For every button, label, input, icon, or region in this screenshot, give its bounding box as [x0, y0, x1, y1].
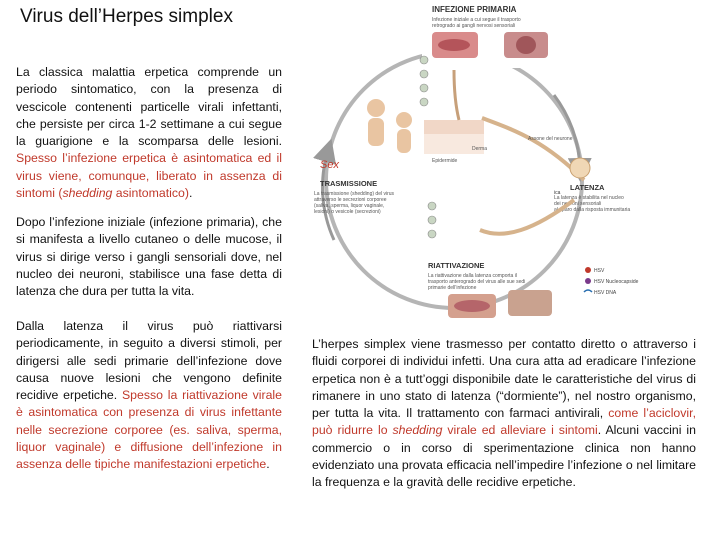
highlight-italic-text: shedding — [62, 186, 113, 201]
legend — [584, 267, 639, 296]
highlight-text: Spesso la riattivazione virale è asintomatica con presenza di virus infettante nelle secrezione corporee (es. saliva, sperma, liquor vaginale) e diffusione dell’infezione in assenza delle tipiche manifestazioni erpetiche — [16, 388, 282, 472]
latency-sub2: dei neuroni sensoriali — [554, 201, 602, 207]
highlight-text: Spesso l’infezione erpetica è asintomatica ed il virus viene, comunque, liberato in assenza di sintomi ( — [16, 151, 282, 201]
reactivation-sub3: primarie dell’infezione — [428, 285, 477, 291]
paragraph-symptoms — [16, 64, 282, 202]
primary-sub1: Infezione iniziale a cui segue il trasporto — [432, 17, 521, 23]
highlight-text: come l’aciclovir, può ridurre lo — [312, 406, 696, 438]
legend-nucleocapsid: HSV Nucleocapside — [594, 279, 639, 285]
primary-title: INFEZIONE PRIMARIA — [432, 5, 517, 14]
transmission-sub1: La trasmissione (shedding) del virus — [314, 191, 395, 197]
epidermis-layer — [424, 120, 484, 134]
transmission-sub3: (saliva, sperma, liquor vaginale, — [314, 203, 385, 209]
latency-sub3: al riparo dalla risposta immunitaria — [554, 207, 631, 213]
mid-mark: ica — [554, 190, 561, 196]
sex-label: Sex — [320, 159, 339, 171]
reactivation-sub1: La riattivazione dalla latenza comporta il — [428, 273, 517, 279]
text-run: . Alcuni vaccini in commercio o in corso di sperimentazione clinica non hanno evidenziato una provata efficacia nell’impedire l’infezione o nel limitare la frequenza e la gravità delle recidive erpetiche. — [312, 423, 697, 490]
highlight-text: asintomatico) — [112, 186, 189, 201]
paragraph-transmission-treatment — [312, 336, 696, 492]
axon-label: Assone del neurone — [528, 136, 573, 142]
transmission-title: TRASMISSIONE — [320, 179, 378, 188]
person-icon — [396, 112, 412, 128]
text-run: Dalla latenza il virus può riattivarsi periodicamente, in seguito a diversi stimoli, per dirigersi alle sedi primarie dell’infezione dove causa nuove lesioni che vengono definite recidive erpetiche. — [16, 319, 282, 403]
latency-title: LATENZA — [570, 183, 605, 192]
text-run: La classica malattia erpetica comprende un periodo sintomatico, con la presenza di vescicole contenenti particelle virali infettanti, che persiste per circa 1-2 settimane a cui segue la guarigione e la scomparsa delle lesioni. — [16, 65, 282, 149]
text-run: . — [266, 457, 270, 472]
transmission-sub4: lesioni) o vesicole (secrezioni) — [314, 209, 381, 215]
legend-hsv: HSV — [594, 268, 605, 274]
highlight-text: virale ed alleviare i sintomi — [442, 423, 598, 438]
reactivation-sub2: trasporto anterogrado del virus alle sue sedi — [428, 279, 526, 285]
transmission-sub2: attraverso le secrezioni corporee — [314, 197, 387, 203]
skin-recurrence-photo — [508, 290, 552, 316]
epidermis-label: Epidermide — [432, 158, 458, 164]
person-icon — [367, 99, 385, 117]
page-title: Virus dell’Herpes simplex — [20, 6, 233, 27]
dermis-label: Derma — [472, 146, 488, 152]
reactivation-title: RIATTIVAZIONE — [428, 261, 485, 270]
legend-dna: HSV DNA — [594, 290, 617, 296]
paragraph-reactivation — [16, 318, 282, 474]
paragraph-latency: Dopo l’infezione iniziale (infezione primaria), che si manifesta a livello cutaneo o delle mucose, il virus si dirige verso i gangli sensoriali dove, nel nucleo dei neuroni, stabilisce una fase detta di latenza che dura per tutta la vita. — [16, 215, 282, 299]
herpes-cycle-diagram — [304, 0, 639, 320]
latency-sub1: La latenza è stabilita nel nucleo — [554, 195, 624, 201]
highlight-italic-text: shedding — [392, 423, 443, 438]
text-run: L’herpes simplex viene trasmesso per contatto diretto o attraverso i fluidi corporei di individui infetti. Una cura atta ad eradicare l’infezione erpetica non è a tutt’oggi disponibile date le caratteristiche del virus di rimanere in uno stato di latenza (“dormiente”), nel nostro organismo, per tutta la vita. Il trattamento con farmaci antivirali, — [312, 337, 696, 421]
primary-sub2: retrogrado ai gangli nervosi sensoriali — [432, 23, 516, 29]
text-run: . — [188, 186, 193, 201]
ganglion-icon — [570, 158, 590, 178]
